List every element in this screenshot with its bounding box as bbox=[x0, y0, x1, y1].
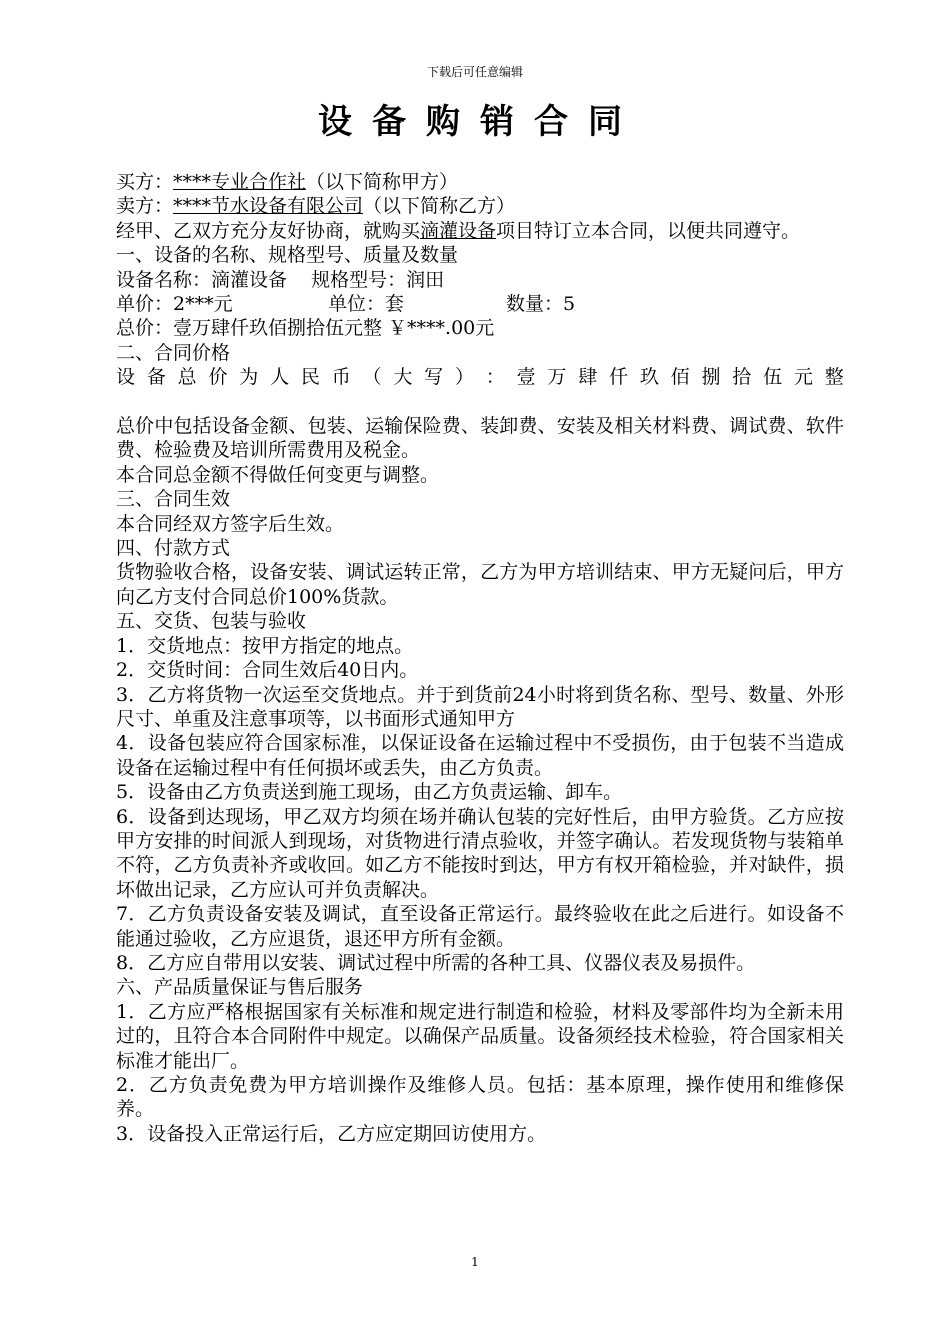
spaced-char: 大 bbox=[393, 366, 413, 389]
total-price-uppercase-line bbox=[116, 365, 844, 389]
list-item: 3．设备投入正常运行后，乙方应定期回访使用方。 bbox=[116, 1122, 547, 1145]
blank-line bbox=[116, 390, 844, 414]
spaced-char: 佰 bbox=[670, 366, 690, 389]
spaced-char: 备 bbox=[146, 366, 166, 389]
list-item: 5．设备由乙方负责送到施工现场，由乙方负责运输、卸车。 bbox=[116, 781, 623, 804]
seller-name: ****节水设备有限公司 bbox=[173, 195, 364, 218]
list-item: 2．乙方负责免费为甲方培训操作及维修人员。包括：基本原理，操作使用和维修保养。 bbox=[116, 1074, 844, 1121]
spaced-char: 为 bbox=[239, 366, 259, 389]
list-item: 3．乙方将货物一次运至交货地点。并于到货前24小时将到货名称、型号、数量、外形尺寸、单重及注意事项等，以书面形式通知甲方 bbox=[116, 683, 844, 730]
total-price-line: 总价：壹万肆仟玖佰捌拾伍元整 ￥****.00元 bbox=[116, 317, 495, 340]
spaced-char: 设 bbox=[116, 366, 136, 389]
unit-price: 单价：2***元 bbox=[116, 293, 233, 316]
seller-suffix: （以下简称乙方） bbox=[363, 195, 516, 218]
seller-line bbox=[116, 194, 844, 218]
section-1-heading: 一、设备的名称、规格型号、质量及数量 bbox=[116, 244, 459, 267]
intro-post: 项目特订立本合同，以便共同遵守。 bbox=[496, 219, 801, 242]
list-item: 8．乙方应自带用以安装、调试过程中所需的各种工具、仪器仪表及易损件。 bbox=[116, 951, 756, 974]
buyer-suffix: （以下简称甲方） bbox=[306, 171, 459, 193]
spaced-char: （ bbox=[362, 366, 382, 389]
spaced-char: 人 bbox=[270, 366, 290, 389]
spaced-char: 万 bbox=[547, 366, 567, 389]
intro-item: 滴灌设备 bbox=[420, 219, 497, 242]
intro-paragraph bbox=[116, 219, 844, 243]
price-scope-paragraph: 总价中包括设备金额、包装、运输保险费、装卸费、安装及相关材料费、调试费、软件费、检验费及培训所需费用及税金。 bbox=[116, 415, 844, 462]
spaced-char: 币 bbox=[331, 366, 351, 389]
spaced-char: 价 bbox=[208, 366, 228, 389]
price-fixed-paragraph: 本合同总金额不得做任何变更与调整。 bbox=[116, 463, 440, 486]
buyer-label: 买方： bbox=[116, 171, 174, 193]
spaced-char: 元 bbox=[793, 366, 813, 389]
intro-pre: 经甲、乙双方充分友好协商，就购买 bbox=[116, 219, 421, 242]
price-line bbox=[116, 292, 844, 316]
seller-label: 卖方： bbox=[116, 195, 174, 218]
list-item: 2．交货时间：合同生效后40日内。 bbox=[116, 659, 419, 682]
equipment-name-line: 设备名称：滴灌设备 规格型号：润田 bbox=[116, 268, 445, 291]
spaced-char: 捌 bbox=[701, 366, 721, 389]
spaced-char: 总 bbox=[177, 366, 197, 389]
spaced-char: 写 bbox=[424, 366, 444, 389]
section-4-heading: 四、付款方式 bbox=[116, 537, 231, 560]
spaced-char: 仟 bbox=[609, 366, 629, 389]
spaced-char: ： bbox=[485, 366, 505, 389]
spaced-char: 民 bbox=[300, 366, 320, 389]
buyer-line bbox=[116, 170, 844, 194]
list-item: 1．乙方应严格根据国家有关标准和规定进行制造和检验，材料及零部件均为全新未用过的，且符合本合同附件中规定。以确保产品质量。设备须经技术检验，符合国家相关标准才能出厂。 bbox=[116, 1000, 844, 1072]
section-2-heading: 二、合同价格 bbox=[116, 341, 231, 364]
section-3-heading: 三、合同生效 bbox=[116, 488, 231, 511]
effect-paragraph: 本合同经双方签字后生效。 bbox=[116, 512, 345, 535]
spaced-char: 肆 bbox=[578, 366, 598, 389]
section-5-heading: 五、交货、包装与验收 bbox=[116, 610, 307, 633]
spaced-char: 玖 bbox=[639, 366, 659, 389]
spaced-char: 壹 bbox=[516, 366, 536, 389]
list-item: 7．乙方负责设备安装及调试，直至设备正常运行。最终验收在此之后进行。如设备不能通过验收，乙方应退货，退还甲方所有金额。 bbox=[116, 903, 844, 950]
unit: 单位：套 bbox=[328, 293, 405, 316]
contract-body bbox=[116, 170, 844, 1146]
list-item: 4．设备包装应符合国家标准，以保证设备在运输过程中不受损伤，由于包装不当造成设备在运输过程中有任何损坏或丢失，由乙方负责。 bbox=[116, 732, 844, 779]
list-item: 1．交货地点：按甲方指定的地点。 bbox=[116, 634, 414, 657]
payment-paragraph: 货物验收合格，设备安装、调试运转正常，乙方为甲方培训结束、甲方无疑问后，甲方向乙方支付合同总价100%货款。 bbox=[116, 561, 844, 608]
header-note: 下载后可任意编辑 bbox=[426, 65, 523, 79]
page-number: 1 bbox=[471, 1255, 479, 1269]
spaced-char: 整 bbox=[824, 366, 844, 389]
spaced-char: ） bbox=[454, 366, 474, 389]
spaced-char: 拾 bbox=[732, 366, 752, 389]
document-title: 设备购销合同 bbox=[318, 102, 642, 142]
buyer-name: ****专业合作社 bbox=[173, 171, 307, 193]
spaced-char: 伍 bbox=[763, 366, 783, 389]
section-6-heading: 六、产品质量保证与售后服务 bbox=[116, 976, 364, 999]
list-item: 6．设备到达现场，甲乙双方均须在场并确认包装的完好性后，由甲方验货。乙方应按甲方安排的时间派人到现场，对货物进行清点验收，并签字确认。若发现货物与装箱单不符，乙方负责补齐或收回。如乙方不能按时到达，甲方有权开箱检验，并对缺件，损坏做出记录，乙方应认可并负责解决。 bbox=[116, 805, 844, 901]
quantity: 数量：5 bbox=[506, 293, 576, 316]
